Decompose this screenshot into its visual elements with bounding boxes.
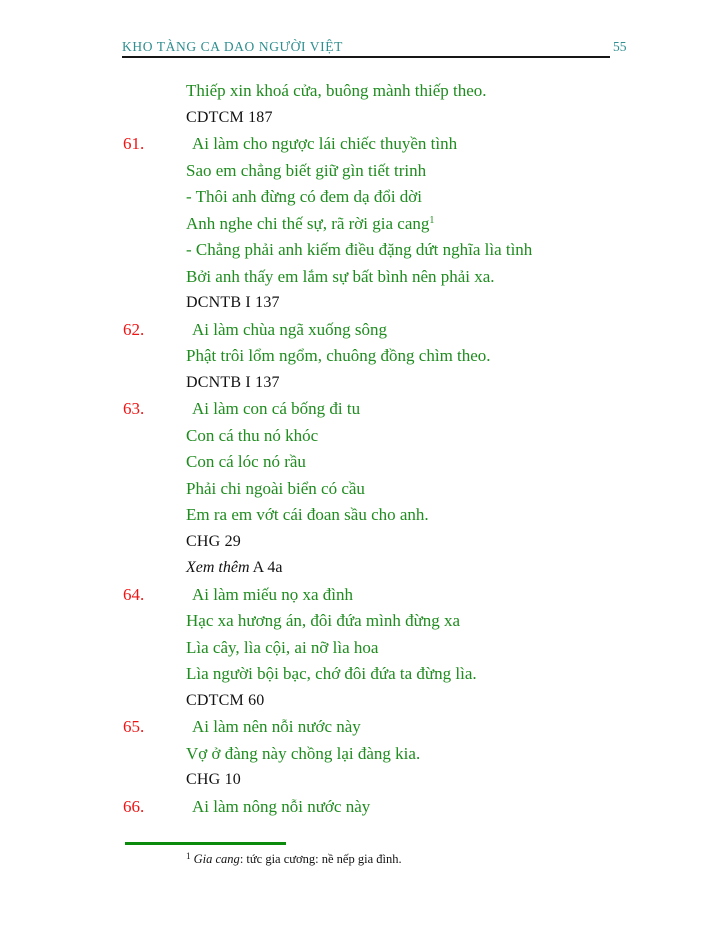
citation-row [0,105,723,132]
entry-number: 66. [123,796,145,816]
see-also-label: Xem thêm [186,559,250,576]
verse-line: Sao em chẳng biết giữ gìn tiết trinh [186,160,427,180]
verse-line: Con cá lóc nó rầu [186,452,306,471]
verse-line-row [0,423,723,450]
source-citation: CHG 29 [186,532,241,550]
entry-number: 62. [123,319,145,339]
source-citation: DCNTB I 137 [186,373,280,391]
source-citation: DCNTB I 137 [186,294,280,311]
verse-line: Phải chi ngoài biển có cầu [186,478,365,498]
header-rule [122,56,610,58]
verse-line-row [0,131,723,158]
verse-line: Lìa người bội bạc, chớ đôi đứa ta đừng lìa. [186,664,477,683]
citation-row [0,370,723,397]
verse-line: Ai làm nên nỗi nước này [192,717,361,736]
verse-line-row [0,582,723,609]
verse-line: Vợ ở đàng này chồng lại đàng kia. [186,743,421,763]
verse-line: Thiếp xin khoá cửa, buông mành thiếp theo. [186,81,487,100]
entry-number: 64. [123,584,145,604]
running-header-title: KHO TÀNG CA DAO NGƯỜI VIỆT [122,39,343,54]
source-citation: CDTCM 60 [186,691,265,709]
footnote [186,851,402,868]
footnote-reference: 1 [429,214,435,226]
footnote-marker: 1 [186,851,191,861]
verse-line-row [0,741,723,768]
verse-line: Hạc xa hương án, đôi đứa mình đừng xa [186,611,461,630]
see-also-note [186,555,282,582]
verse-line-row [0,661,723,688]
verse-line: Ai làm miếu nọ xa đình [192,584,354,604]
verse-line: Phật trôi lổm ngổm, chuông đồng chìm theo. [186,346,491,365]
verse-line-row [0,396,723,423]
footnote-text: : tức gia cương: nề nếp gia đình. [239,852,402,866]
verse-line-row [0,794,723,821]
page-number: 55 [613,39,627,54]
verse-line-row [0,158,723,185]
citation-row [0,767,723,794]
verse-line-row [0,635,723,662]
verse-line-row [0,476,723,503]
verse-line-row [0,714,723,741]
verse-line: Ai làm chùa ngã xuống sông [192,319,387,339]
entry-number: 63. [123,399,145,418]
footnote-separator [125,842,286,845]
entry-number: 65. [123,717,145,736]
verse-line: - Thôi anh đừng có đem dạ đổi dời [186,187,423,206]
page-body [0,78,723,820]
verse-line-row [0,264,723,291]
verse-line: Con cá thu nó khóc [186,425,319,445]
verse-line: Ai làm nông nỗi nước này [192,796,371,816]
continuation-line-row [0,78,723,105]
source-citation: CDTCM 187 [186,108,273,126]
verse-line-row [0,502,723,529]
verse-line: Em ra em vớt cái đoan sầu cho anh. [186,505,429,524]
verse-line: - Chẳng phải anh kiếm điều đặng dứt nghĩa lìa tình [186,240,533,259]
verse-line-row [0,343,723,370]
verse-line: Ai làm cho ngược lái chiếc thuyền tình [192,134,458,153]
citation-row [0,688,723,715]
citation-row [0,290,723,317]
see-also-row [0,555,723,582]
citation-row [0,529,723,556]
verse-line: Ai làm con cá bống đi tu [192,399,361,418]
verse-line-row [0,317,723,344]
entry-number: 61. [123,134,145,153]
verse-line-row [0,237,723,264]
see-also-reference: A 4a [249,559,283,576]
footnote-term: Gia cang [193,852,240,866]
verse-line-row [0,211,723,238]
verse-line-row [0,449,723,476]
verse-line-row [0,184,723,211]
source-citation: CHG 10 [186,771,241,788]
verse-line: Lìa cây, lìa cội, ai nỡ lìa hoa [186,637,379,657]
verse-line: Bởi anh thấy em lắm sự bất bình nên phải xa. [186,266,495,286]
verse-line-row [0,608,723,635]
verse-line: Anh nghe chi thế sự, rã rời gia cang$^1$ [186,213,435,233]
